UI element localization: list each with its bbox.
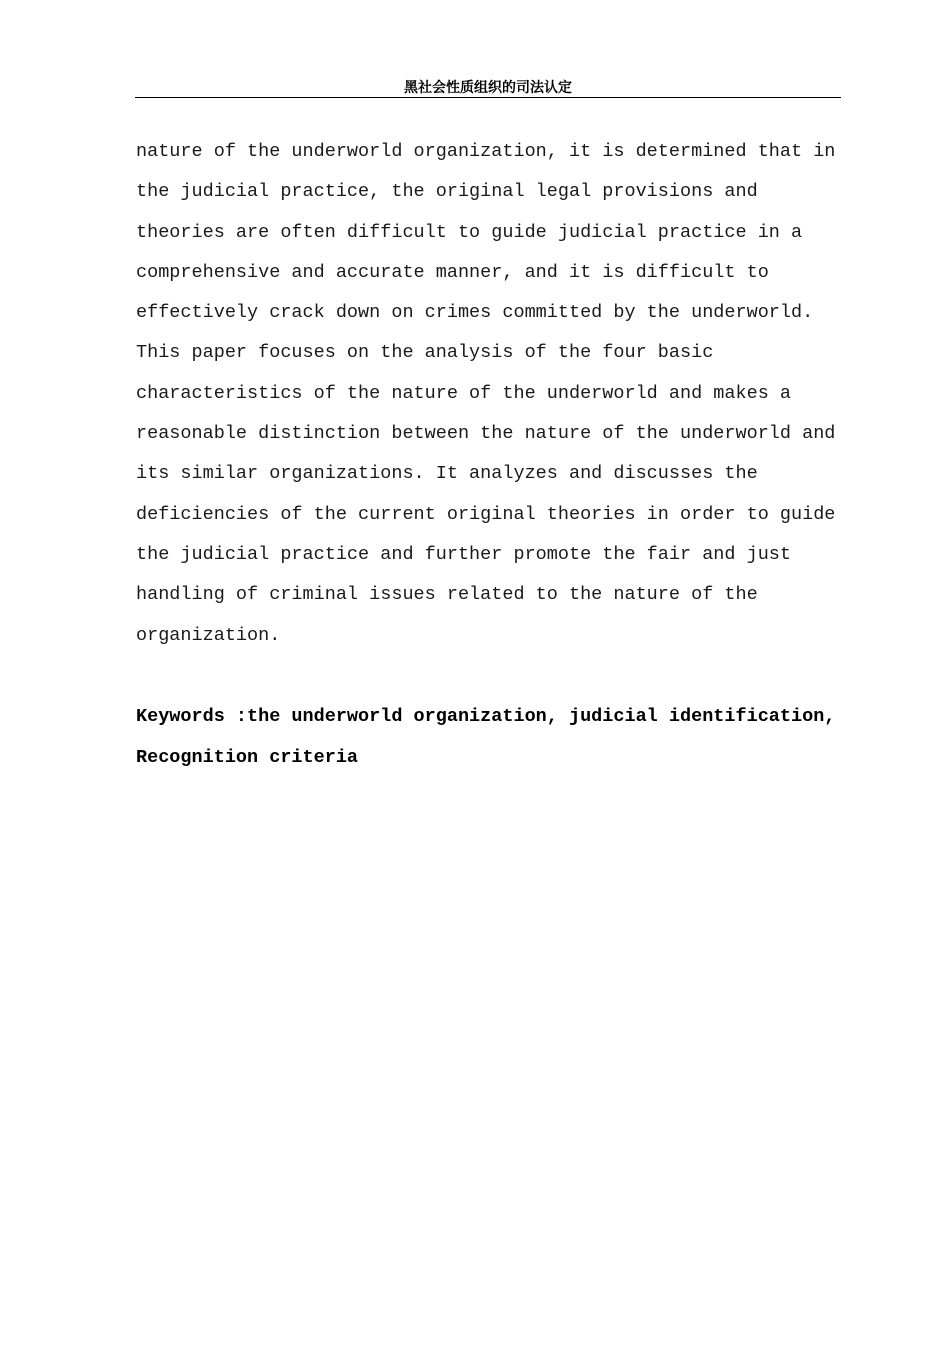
abstract-line: comprehensive and accurate manner, and it is difficult to [136,261,769,283]
abstract-line: reasonable distinction between the nature of the underworld and [136,423,836,445]
abstract-line: This paper focuses on the analysis of the four basic [136,342,714,364]
keywords-section [136,696,846,778]
abstract-line: the judicial practice, the original legal provisions and [136,181,758,203]
keywords-line: Recognition criteria [136,747,359,768]
abstract-line: theories are often difficult to guide judicial practice in a [136,221,803,243]
abstract-line: characteristics of the nature of the underworld and makes a [136,382,792,404]
keywords-line: Keywords :the underworld organization, judicial identification, [136,706,836,727]
abstract-body [136,132,846,656]
header-rule [135,97,841,98]
abstract-line: deficiencies of the current original theories in order to guide [136,503,836,525]
abstract-line: effectively crack down on crimes committed by the underworld. [136,302,814,324]
abstract-line: its similar organizations. It analyzes and discusses the [136,463,758,485]
running-header-title: 黑社会性质组织的司法认定 [404,80,572,96]
abstract-line: nature of the underworld organization, it is determined that in [136,141,836,162]
abstract-line: organization. [136,624,281,646]
abstract-line: the judicial practice and further promote the fair and just [136,543,792,565]
abstract-line: handling of criminal issues related to the nature of the [136,584,758,606]
